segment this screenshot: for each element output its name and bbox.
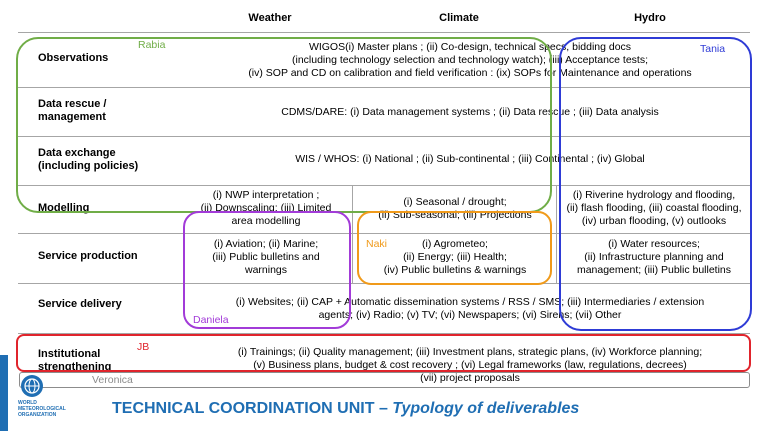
- jb-outline: [16, 334, 751, 372]
- grid-line: [18, 32, 750, 33]
- owner-jb: JB: [137, 341, 150, 353]
- wmo-logo: [20, 374, 44, 403]
- row-label-observations: Observations: [38, 52, 109, 64]
- owner-daniela: Daniela: [193, 314, 229, 326]
- service-production-climate: (i) Agrometeo; (ii) Energy; (iii) Health; (iv) Public bulletins & warnings: [383, 238, 527, 276]
- observations-text: WIGOS(i) Master plans ; (ii) Co-design, technical specs, bidding docs (including technology selection and technology watch); (iii) Acceptance tests; (iv) SOP and CD on calibration and field verification : (ix) SOPs for Maintenance and operations: [248, 41, 692, 79]
- owner-veronica: Veronica: [92, 374, 133, 386]
- row-label-service-delivery: Service delivery: [38, 298, 122, 310]
- grid-line: [556, 185, 557, 283]
- data-rescue-text: CDMS/DARE: (i) Data management systems ; (ii) Data rescue ; (iii) Data analysis: [281, 106, 659, 118]
- service-delivery-text: (i) Websites; (ii) CAP + Automatic dissemination systems / RSS / SMS; (iii) Intermediaries / extension agents; (iv) Radio; (v) TV; (vi) Newspapers; (vi) Sirens; (vii) Other: [235, 296, 705, 321]
- modelling-weather: (i) NWP interpretation ; (ii) Downscaling; (iii) Limited area modelling: [200, 189, 332, 227]
- institutional-proposals: (vii) project proposals: [420, 372, 520, 384]
- column-header-hydro: Hydro: [634, 12, 666, 24]
- footer-title: TECHNICAL COORDINATION UNIT – Typology of deliverables: [112, 400, 580, 417]
- row-label-institutional: Institutional strengthening: [38, 348, 112, 373]
- row-label-modelling: Modelling: [38, 202, 90, 214]
- owner-naki: Naki: [366, 238, 388, 250]
- row-label-data-rescue: Data rescue / management: [38, 98, 107, 123]
- row-label-service-production: Service production: [38, 250, 138, 262]
- wmo-logo-text: WORLD METEOROLOGICAL ORGANIZATION: [18, 400, 66, 418]
- column-header-climate: Climate: [439, 12, 479, 24]
- wmo-globe-emblem-icon: [20, 374, 44, 398]
- column-header-weather: Weather: [248, 12, 292, 24]
- data-exchange-text: WIS / WHOS: (i) National ; (ii) Sub-continental ; (iii) Continental ; (iv) Global: [295, 153, 645, 165]
- modelling-climate: (i) Seasonal / drought; (ii) Sub-seasonal; (iii) Projections: [378, 196, 532, 221]
- tania-outline: [559, 37, 752, 331]
- institutional-text: (i) Trainings; (ii) Quality management; (iii) Investment plans, strategic plans, (iv) Workforce planning; (v) Business plans, budget & cost recovery ; (vi) Legal frameworks (law, regulations, decrees): [237, 346, 703, 371]
- row-label-data-exchange: Data exchange (including policies): [38, 147, 139, 172]
- owner-tania: Tania: [700, 43, 726, 55]
- modelling-hydro: (i) Riverine hydrology and flooding, (ii) flash flooding, (iii) coastal flooding, (iv) urban flooding, (v) outlooks: [566, 189, 742, 227]
- daniela-outline: [183, 211, 351, 329]
- rabia-outline: [16, 37, 552, 213]
- service-production-hydro: (i) Water resources; (ii) Infrastructure planning and management; (iii) Public bulletins: [576, 238, 732, 276]
- service-production-weather: (i) Aviation; (ii) Marine; (iii) Public bulletins and warnings: [212, 238, 320, 276]
- accent-stripe: [0, 355, 8, 431]
- owner-rabia: Rabia: [138, 39, 166, 51]
